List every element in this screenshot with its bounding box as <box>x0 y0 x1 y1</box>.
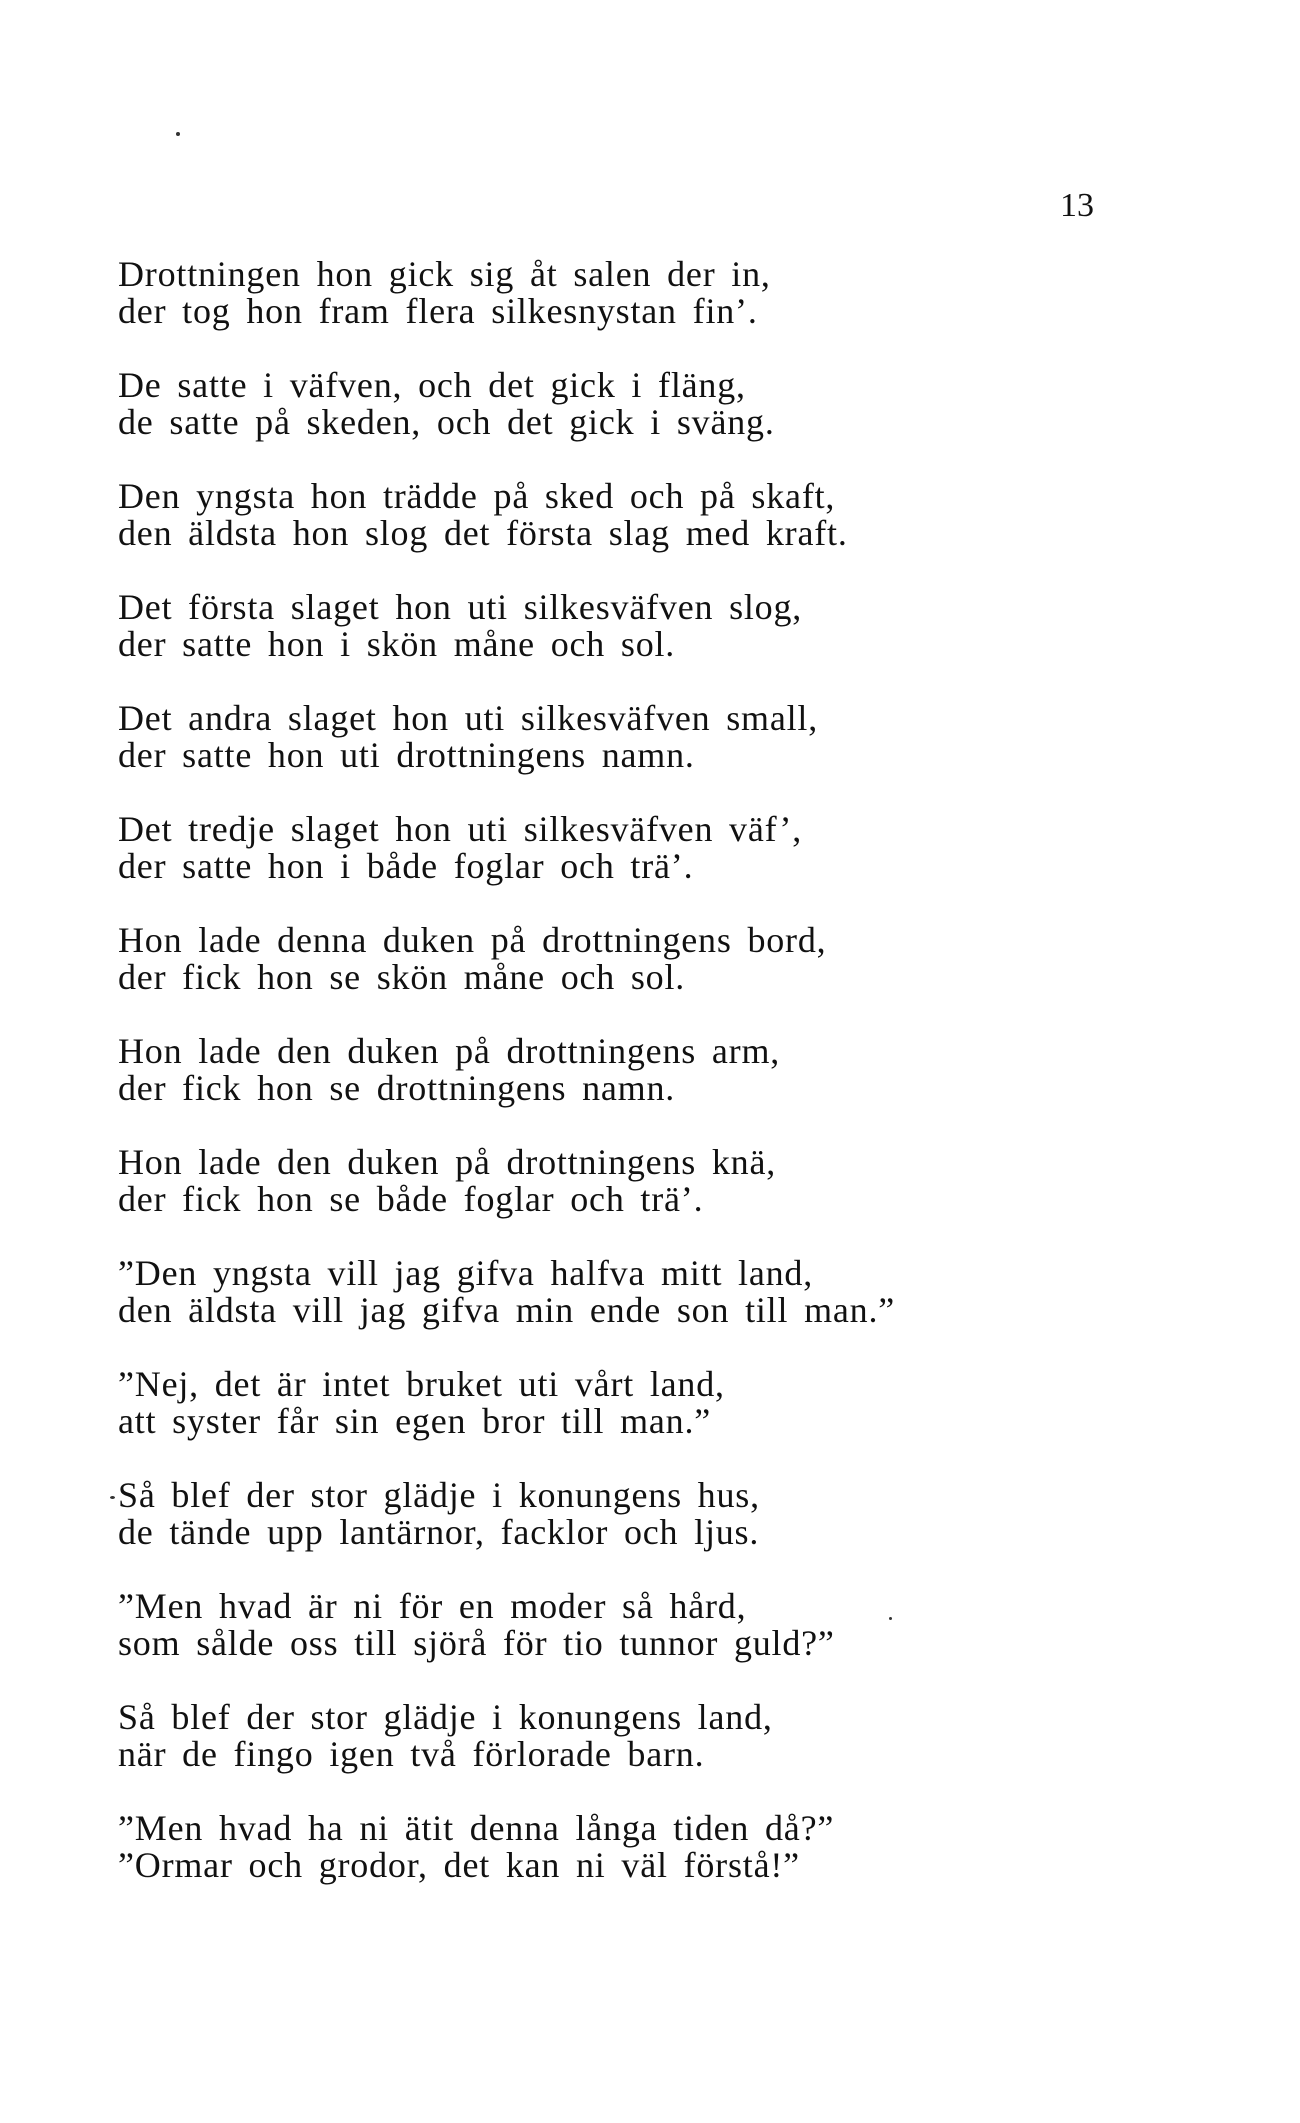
verse-line: de tände upp lantärnor, facklor och ljus. <box>118 1512 760 1552</box>
verse-line: Det första slaget hon uti silkesväfven slog, <box>118 587 803 627</box>
verse-line: Det tredje slaget hon uti silkesväfven väf’, <box>118 809 802 849</box>
verse-line: Så blef der stor glädje i konungens land, <box>118 1697 773 1737</box>
verse-line: när de fingo igen två förlorade barn. <box>118 1734 705 1774</box>
stanza <box>118 589 1118 700</box>
verse-line: ”Men hvad är ni för en moder så hård, <box>118 1586 747 1626</box>
verse-line: ”Ormar och grodor, det kan ni väl förstå!” <box>118 1845 800 1885</box>
print-speck <box>110 1496 115 1499</box>
verse-line: Det andra slaget hon uti silkesväfven small, <box>118 698 819 738</box>
verse-line: De satte i väfven, och det gick i fläng, <box>118 365 746 405</box>
stanza <box>118 1366 1118 1477</box>
stanza <box>118 700 1118 811</box>
stanza <box>118 1699 1118 1810</box>
stanza <box>118 1144 1118 1255</box>
verse-line: Hon lade denna duken på drottningens bord, <box>118 920 827 960</box>
verse-line: som sålde oss till sjörå för tio tunnor guld?” <box>118 1623 835 1663</box>
verse-line: de satte på skeden, och det gick i sväng. <box>118 402 775 442</box>
verse-line: den äldsta hon slog det första slag med kraft. <box>118 513 848 553</box>
verse-line: ”Den yngsta vill jag gifva halfva mitt land, <box>118 1253 814 1293</box>
verse-line: Den yngsta hon trädde på sked och på skaft, <box>118 476 836 516</box>
verse-line: der fick hon se skön måne och sol. <box>118 957 686 997</box>
verse-line: Så blef der stor glädje i konungens hus, <box>118 1475 760 1515</box>
verse-line: ”Men hvad ha ni ätit denna långa tiden då?” <box>118 1808 835 1848</box>
page-number: 13 <box>1060 187 1094 224</box>
verse-line: den äldsta vill jag gifva min ende son till man.” <box>118 1290 896 1330</box>
verse-line: Drottningen hon gick sig åt salen der in, <box>118 254 771 294</box>
verse-line: ”Nej, det är intet bruket uti vårt land, <box>118 1364 725 1404</box>
verse-line: Hon lade den duken på drottningens arm, <box>118 1031 781 1071</box>
stanza <box>118 1810 1118 1921</box>
stanza <box>118 1588 1118 1699</box>
stanza <box>118 1033 1118 1144</box>
verse-line: Hon lade den duken på drottningens knä, <box>118 1142 777 1182</box>
verse-line: der fick hon se både foglar och trä’. <box>118 1179 704 1219</box>
verse-line: der tog hon fram flera silkesnystan fin’. <box>118 291 758 331</box>
verse-line: att syster får sin egen bror till man.” <box>118 1401 712 1441</box>
poem-body <box>118 256 1118 1921</box>
stanza <box>118 922 1118 1033</box>
verse-line: der fick hon se drottningens namn. <box>118 1068 676 1108</box>
stanza <box>118 367 1118 478</box>
stanza <box>118 1255 1118 1366</box>
print-speck <box>889 1617 892 1620</box>
stanza <box>118 256 1118 367</box>
stanza <box>118 1477 1118 1588</box>
verse-line: der satte hon i både foglar och trä’. <box>118 846 694 886</box>
print-speck <box>176 132 180 136</box>
verse-line: der satte hon uti drottningens namn. <box>118 735 695 775</box>
stanza <box>118 811 1118 922</box>
verse-line: der satte hon i skön måne och sol. <box>118 624 676 664</box>
stanza <box>118 478 1118 589</box>
